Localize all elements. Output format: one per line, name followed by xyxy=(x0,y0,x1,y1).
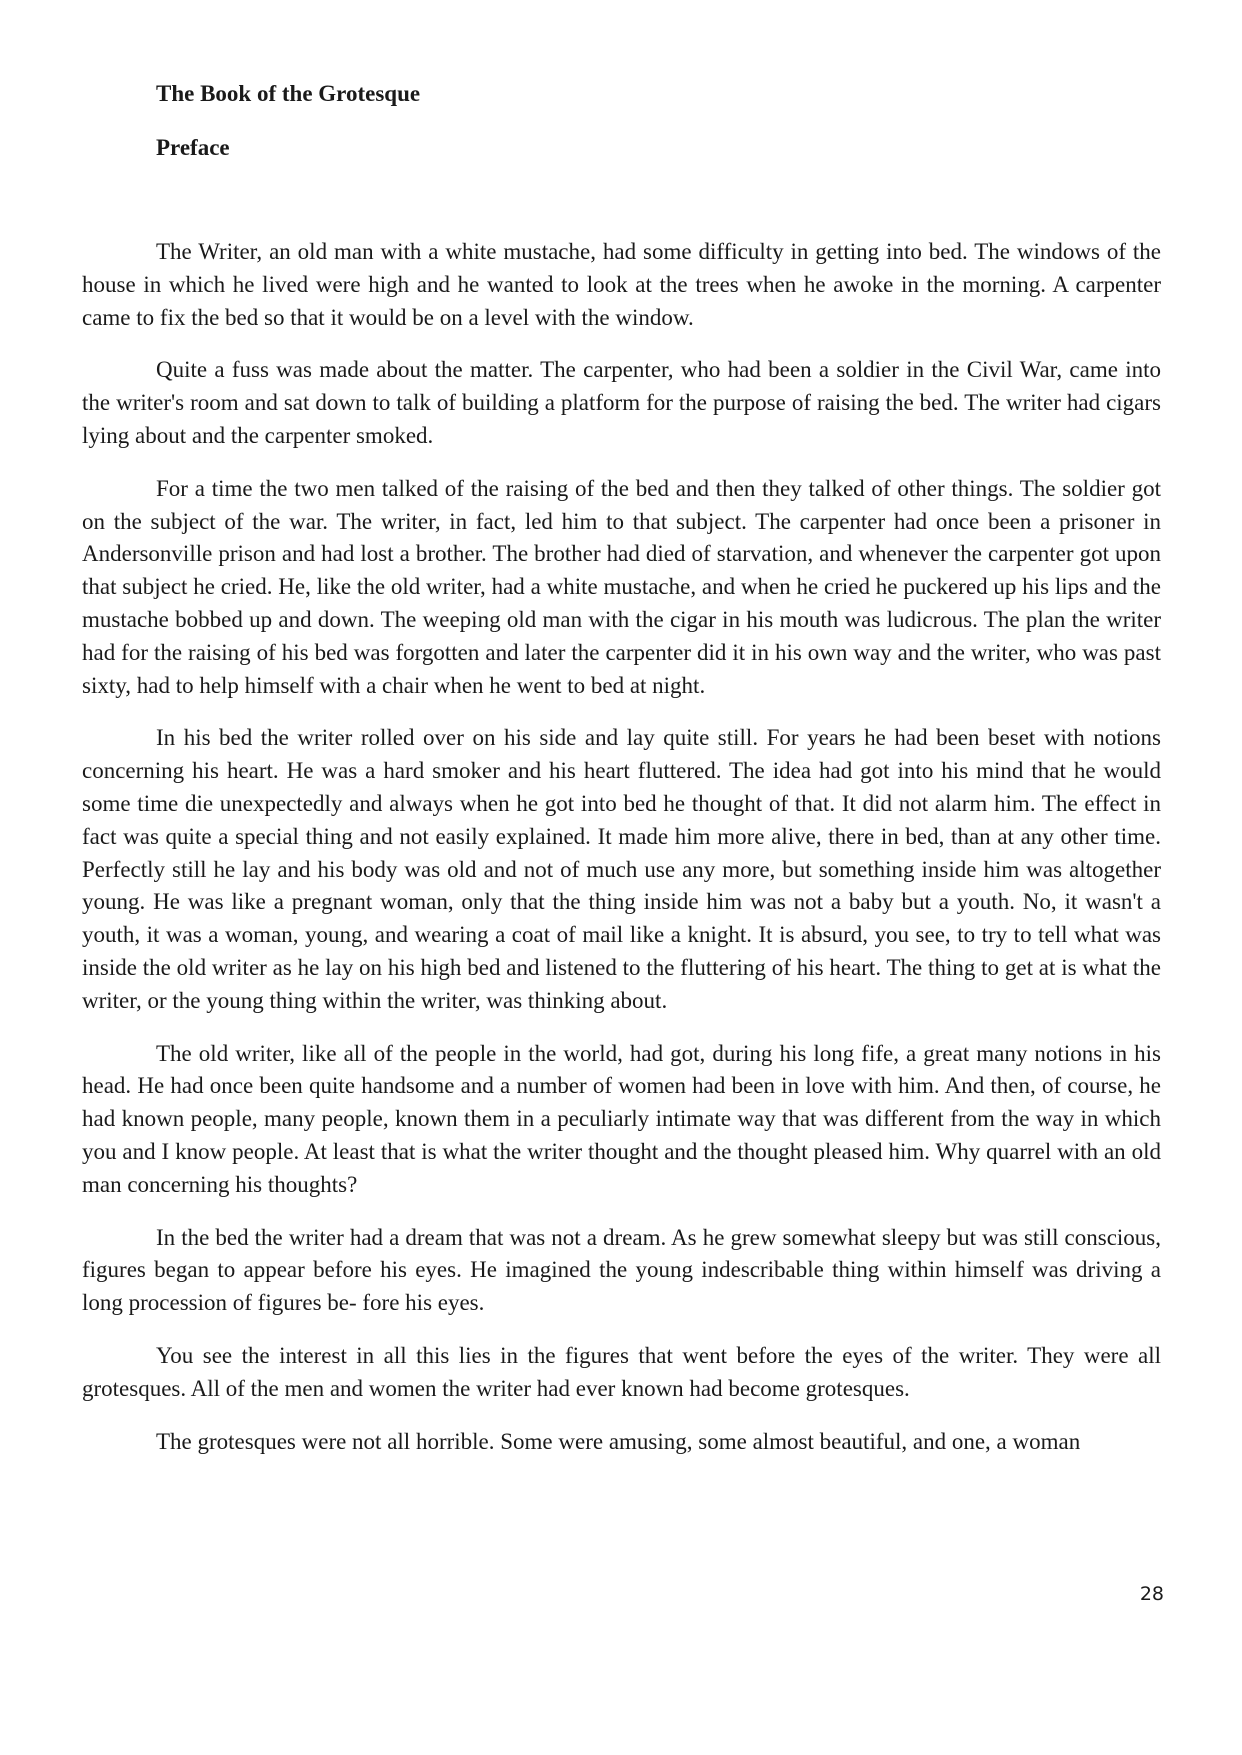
section-heading: Preface xyxy=(156,135,230,160)
document-title: The Book of the Grotesque xyxy=(156,81,421,106)
paragraph: The grotesques were not all horrible. Some were amusing, some almost beautiful, and one, a woman xyxy=(156,1428,1081,1454)
paragraph: In the bed the writer had a dream that was not a dream. As he grew somewhat sleepy but was still conscious, figures began to appear before his eyes. He imagined the young indescribable thing within himself was driving a long procession of figures be- fore his eyes. xyxy=(82,1224,1161,1316)
paragraph: You see the interest in all this lies in the figures that went before the eyes of the writer. They were all grotesques. All of the men and women the writer had ever known had become grotesques. xyxy=(82,1342,1161,1401)
paragraph: Quite a fuss was made about the matter. The carpenter, who had been a soldier in the Civil War, came into the writer's room and sat down to talk of building a platform for the purpose of raising the bed. The writer had cigars lying about and the carpenter smoked. xyxy=(82,357,1161,448)
body-text xyxy=(82,236,1161,1478)
page-number: 28 xyxy=(1139,1583,1164,1605)
paragraph: In his bed the writer rolled over on his side and lay quite still. For years he had been beset with notions concerning his heart. He was a hard smoker and his heart fluttered. The idea had got into his mind that he would some time die unexpectedly and always when he got into bed he thought of that. It did not alarm him. The effect in fact was quite a special thing and not easily explained. It made him more alive, there in bed, than at any other time. Perfectly still he lay and his body was old and not of much use any more, but something inside him was altogether young. He was like a pregnant woman, only that the thing inside him was not a baby but a youth. No, it wasn't a youth, it was a woman, young, and wearing a coat of mail like a knight. It is absurd, you see, to try to tell what was inside the old writer as he lay on his high bed and listened to the fluttering of his heart. The thing to get at is what the writer, or the young thing within the writer, was thinking about. xyxy=(82,725,1161,1013)
paragraph: The old writer, like all of the people in the world, had got, during his long fife, a great many notions in his head. He had once been quite handsome and a number of women had been in love with him. And then, of course, he had known people, many people, known them in a peculiarly intimate way that was different from the way in which you and I know people. At least that is what the writer thought and the thought pleased him. Why quarrel with an old man concerning his thoughts? xyxy=(82,1040,1161,1197)
paragraph: For a time the two men talked of the raising of the bed and then they talked of other things. The soldier got on the subject of the war. The writer, in fact, led him to that subject. The carpenter had once been a prisoner in Andersonville prison and had lost a brother. The brother had died of starvation, and whenever the carpenter got upon that subject he cried. He, like the old writer, had a white mustache, and when he cried he puckered up his lips and the mustache bobbed up and down. The weeping old man with the cigar in his mouth was ludicrous. The plan the writer had for the raising of his bed was forgotten and later the carpenter did it in his own way and the writer, who was past sixty, had to help himself with a chair when he went to bed at night. xyxy=(82,475,1161,698)
paragraph: The Writer, an old man with a white mustache, had some difficulty in getting into bed. The windows of the house in which he lived were high and he wanted to look at the trees when he awoke in the morning. A carpenter came to fix the bed so that it would be on a level with the window. xyxy=(82,239,1161,330)
